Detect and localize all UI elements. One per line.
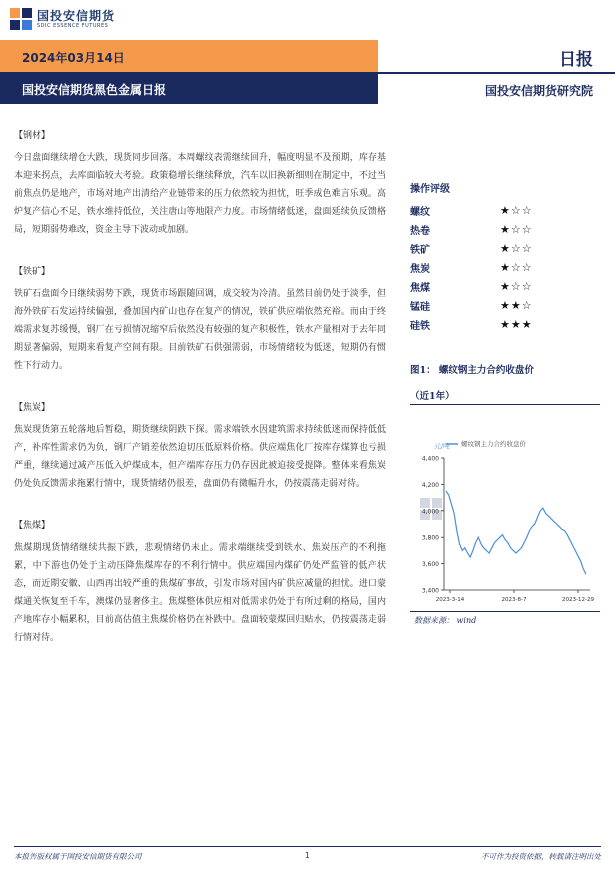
data-source: 数据来源： wind (414, 616, 477, 625)
source-divider (410, 611, 600, 612)
section-coking-coal (14, 518, 386, 647)
figure-divider (410, 404, 600, 405)
rating-name: 锰硅 (410, 302, 430, 313)
page-number: 1 (305, 851, 310, 860)
footer-divider (14, 846, 601, 847)
filled-star-icon: ★ (510, 318, 521, 331)
rating-stars (500, 223, 532, 236)
rating-name: 焦煤 (410, 283, 430, 294)
figure-title: 图1： 螺纹钢主力合约收盘价 (410, 365, 534, 376)
filled-star-icon: ★ (510, 299, 521, 312)
logo-name: 国投安信期货 (37, 8, 116, 23)
rating-stars (500, 242, 532, 255)
x-tick-label: 2023-3-14 (435, 597, 465, 603)
report-title: 国投安信期货黑色金属日报 (22, 83, 167, 97)
series-line (446, 491, 586, 574)
empty-star-icon: ☆ (521, 280, 532, 293)
commentary-column (14, 128, 386, 672)
empty-star-icon: ☆ (510, 280, 521, 293)
rating-stars (500, 204, 532, 217)
filled-star-icon: ★ (500, 223, 510, 236)
rating-row (410, 277, 600, 296)
rebar-price-chart (410, 420, 600, 605)
empty-star-icon: ☆ (510, 204, 521, 217)
section-iron-ore (14, 264, 386, 375)
rating-name: 硅铁 (410, 321, 430, 332)
rating-row (410, 258, 600, 277)
doc-type: 日报 (559, 50, 593, 70)
logo-english-name: SDIC ESSENCE FUTURES (37, 22, 109, 29)
empty-star-icon: ☆ (521, 242, 532, 255)
rating-name: 螺纹 (410, 207, 430, 218)
y-tick-label: 4,000 (421, 508, 439, 516)
filled-star-icon: ★ (500, 280, 510, 293)
rating-stars (500, 280, 532, 293)
rating-row (410, 201, 600, 220)
filled-star-icon: ★ (500, 242, 510, 255)
y-tick-label: 3,600 (421, 561, 439, 569)
x-tick-label: 2023-12-29 (562, 597, 594, 603)
ratings-title: 操作评级 (410, 184, 450, 195)
filled-star-icon: ★ (521, 318, 532, 331)
empty-star-icon: ☆ (510, 242, 521, 255)
header-divider (378, 72, 615, 74)
section-title: 【铁矿】 (14, 267, 51, 277)
rating-stars (500, 261, 532, 274)
empty-star-icon: ☆ (521, 223, 532, 236)
empty-star-icon: ☆ (510, 223, 521, 236)
section-body: 今日盘面继续增仓大跌，现货同步回落。本周螺纹表需继续回升，幅度明显不及预期，库存基本迎来拐点，去库面临较大考验。政策稳增长继续释放，汽车以旧换新细则在制定中，不过当前焦点仍是地产，市场对地产出清给产业链带来的压力依然较为担忧，旺季成色难言乐观。高炉复产信心不足，铁水维持低位，关注唐山等地限产力度。市场情绪低迷，盘面延续负反馈格局，短期弱势难改，资金主导下波动或加剧。 (14, 153, 386, 235)
filled-star-icon: ★ (500, 261, 510, 274)
rating-row (410, 296, 600, 315)
ratings-list (410, 201, 600, 334)
empty-star-icon: ☆ (521, 204, 532, 217)
y-tick-label: 4,200 (421, 481, 439, 489)
filled-star-icon: ★ (500, 204, 510, 217)
rating-stars (500, 299, 532, 312)
footer-copyright: 本报告版权属于国投安信期货有限公司 (14, 852, 142, 861)
x-tick-label: 2023-8-7 (501, 597, 527, 603)
y-axis-label: 元/吨 (434, 442, 450, 450)
rating-row (410, 220, 600, 239)
logo-mark-icon (10, 8, 32, 30)
rating-stars (500, 318, 532, 331)
y-tick-label: 3,400 (421, 587, 439, 595)
section-body: 焦炭现货第五轮落地后暂稳，期货继续阴跌下探。需求端铁水因建筑需求持续低迷而保持低低产，补库性需求仍为负，钢厂产销差依然迫切压低原料价格。供应端焦化厂按库存煤算也亏损严重，继续通过减产压低入炉煤成本，但产端库存压力仍存因此被迫接受提降。整体来看焦炭仍处负反馈需求拖累行情中，现货情绪仍很差，盘面仍有微幅升水，仍按震荡走弱对待。 (14, 425, 386, 489)
company-logo (10, 8, 115, 30)
rating-name: 铁矿 (410, 245, 430, 256)
department-name: 国投安信期货研究院 (484, 84, 593, 98)
rating-name: 热卷 (410, 226, 430, 237)
legend-label: 螺纹钢主力合约收盘价 (461, 440, 526, 448)
section-body: 焦煤期现货情绪继续共振下跌，悲观情绪仍未止。需求端继续受到铁水、焦炭压产的不利拖累，中下游也仍处于主动压降焦煤库存的不利行情中。供应端国内煤矿仍处严监管的低产状态，而近期安徽、山西再出较严重的焦煤矿事故，引发市场对国内矿供应减量的担忧。进口蒙煤通关恢复至千车，澳煤仍显奢侈主。焦煤整体供应相对低需求仍处于有所过剩的格局，国内产地库存小幅累积，目前高估值主焦煤价格仍在补跌中。盘面较蒙煤回归贴水，仍按震荡走弱行情对待。 (14, 543, 386, 643)
footer-disclaimer: 不可作为投资依据，转载请注明出处 (481, 852, 601, 861)
empty-star-icon: ☆ (521, 261, 532, 274)
empty-star-icon: ☆ (521, 299, 532, 312)
section-title: 【钢材】 (14, 131, 51, 141)
section-steel (14, 128, 386, 239)
y-tick-label: 4,400 (421, 455, 439, 463)
figure-subtitle: （近1年） (410, 391, 455, 402)
ratings-panel (410, 180, 600, 334)
chart-svg (410, 420, 600, 605)
rating-row (410, 239, 600, 258)
rating-row (410, 315, 600, 334)
report-date: 2024年03月14日 (22, 51, 125, 65)
rating-name: 焦炭 (410, 264, 430, 275)
y-tick-label: 3,800 (421, 534, 439, 542)
section-coke (14, 400, 386, 493)
section-title: 【焦炭】 (14, 403, 51, 413)
empty-star-icon: ☆ (510, 261, 521, 274)
filled-star-icon: ★ (500, 299, 510, 312)
section-body: 铁矿石盘面今日继续弱势下跌，现货市场跟随回调，成交较为冷清。虽然目前仍处于淡季，但海外铁矿石发运持续偏强，叠加国内矿山也存在复产的情况，铁矿供应端依然充裕。而由于终端需求复苏缓慢，钢厂在亏损情况缩窄后依然没有较强的复产积极性，铁水产量相对于去年同期显著偏弱，短期来看复产空间有限。目前铁矿石供强需弱，市场情绪较为低迷，短期仍有惯性下行动力。 (14, 289, 386, 371)
section-title: 【焦煤】 (14, 521, 51, 531)
filled-star-icon: ★ (500, 318, 510, 331)
